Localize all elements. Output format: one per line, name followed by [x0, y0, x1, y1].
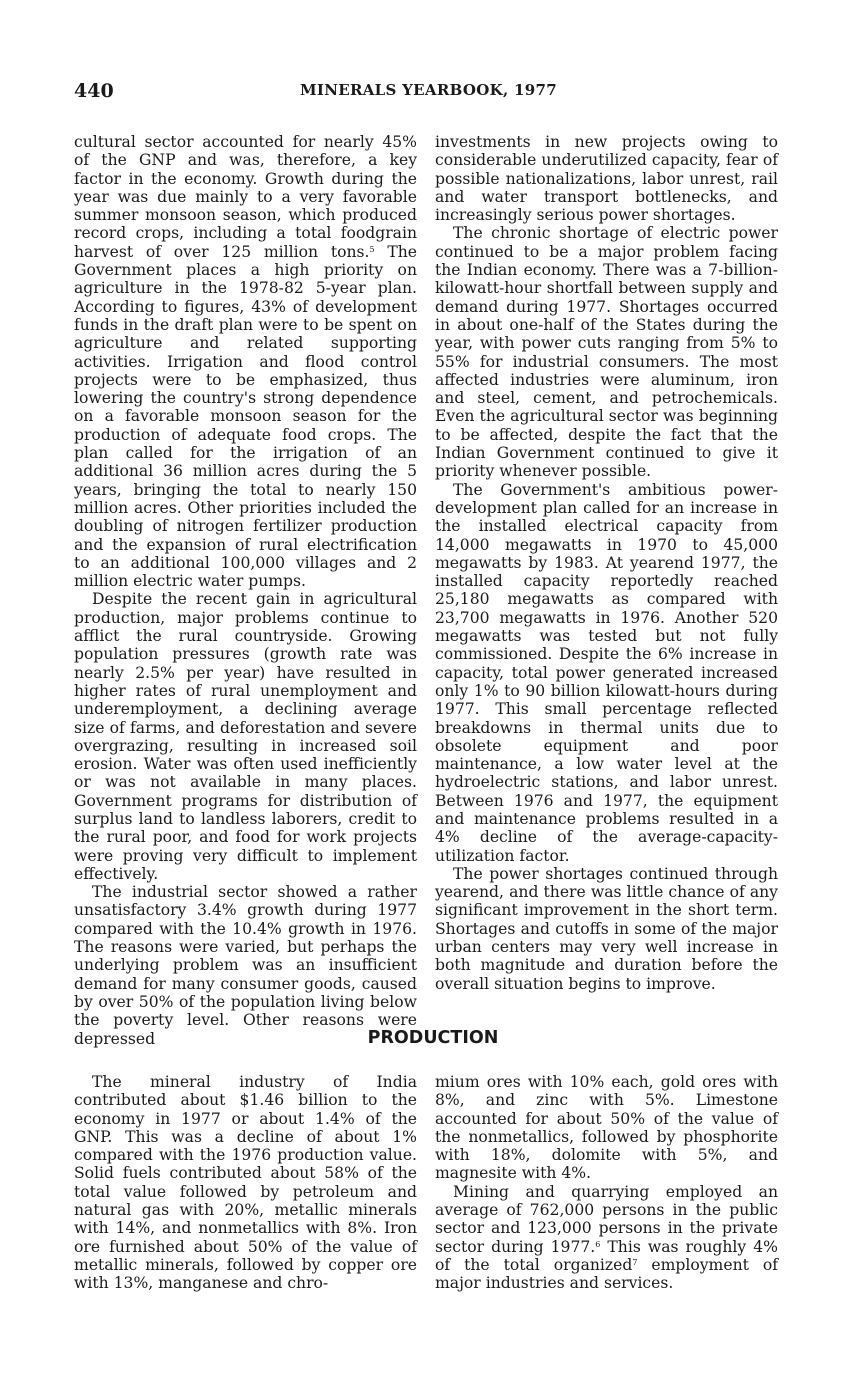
- left-column-bottom: [74, 1073, 417, 1293]
- paragraph: [74, 133, 417, 590]
- text-span: employment of major industries and services.: [435, 1255, 778, 1293]
- right-column-bottom: [435, 1073, 778, 1293]
- right-column-top: [435, 133, 778, 993]
- paragraph: The power shortages continued through yearend, and there was little chance of any significant improvement in the short term. Shortages and cutoffs in some of the major urban centers may very well increase in both magnitude and duration before the overall situation begins to improve.: [435, 864, 778, 993]
- paragraph: The industrial sector showed a rather unsatisfactory 3.4% growth during 1977 compared with the 10.4% growth in 1976. The reasons were varied, but perhaps the underlying problem was an insufficient demand for many consumer goods, caused by over 50% of the population living below the poverty level. Other reasons were depressed: [74, 883, 417, 1048]
- paragraph: The mineral industry of India contributed about $1.46 billion to the economy in 1977 or about 1.4% of the GNP. This was a decline of about 1% compared with the 1976 production value. Solid fuels contributed about 58% of the total value followed by petroleum and natural gas with 20%, metallic minerals with 14%, and nonmetallics with 8%. Iron ore furnished about 50% of the value of metallic minerals, followed by copper ore with 13%, manganese and chro-: [74, 1073, 417, 1293]
- paragraph: The chronic shortage of electric power continued to be a major problem facing the Indian economy. There was a 7-billion-kilowatt-hour shortfall between supply and demand during 1977. Shortages occurred in about one-half of the States during the year, with power cuts ranging from 5% to 55% for industrial consumers. The most affected industries were aluminum, iron and steel, cement, and petrochemicals. Even the agricultural sector was beginning to be affected, despite the fact that the Indian Government continued to give it priority whenever possible.: [435, 224, 778, 481]
- text-span: The Government places a high priority on agriculture in the 1978-82 5-year plan. According to figures, 43% of development funds in the draft plan were to be spent on agriculture and related supporting activities. Irrigation and flood control projects were to be emphasized, thus lowering the country's strong dependence on a favorable monsoon season for the production of adequate food crops. The plan called for the irrigation of an additional 36 million acres during the 5 years, bringing the total to nearly 150 million acres. Other priorities included the doubling of nitrogen fertilizer production and the expansion of rural electrification to an additional 100,000 villages and 2 million electric water pumps.: [74, 242, 417, 591]
- section-heading-production: PRODUCTION: [367, 1028, 499, 1048]
- page-number: 440: [74, 80, 114, 102]
- text-span: cultural sector accounted for nearly 45% of the GNP and was, therefore, a key factor in the economy. Growth during the year was due mainly to a very favorable summer monsoon season, which produced record crops, including a total foodgrain harvest of over 125 million tons.: [74, 133, 417, 261]
- running-head-title: MINERALS YEARBOOK, 1977: [300, 81, 557, 99]
- paragraph: mium ores with 10% each, gold ores with 8%, and zinc with 5%. Limestone accounted for about 50% of the value of the nonmetallics, followed by phosphorite with 18%, dolomite with 5%, and magnesite with 4%.: [435, 1073, 778, 1183]
- paragraph: [435, 1183, 778, 1293]
- text-span: This was roughly 4% of the total organized: [435, 1237, 778, 1274]
- paragraph: The Government's ambitious power-development plan called for an increase in the installed electrical capacity from 14,000 megawatts in 1970 to 45,000 megawatts by 1983. At yearend 1977, the installed capacity reportedly reached 25,180 megawatts as compared with 23,700 megawatts in 1976. Another 520 megawatts was tested but not fully commissioned. Despite the 6% increase in capacity, total power generated increased only 1% to 90 billion kilowatt-hours during 1977. This small percentage reflected breakdowns in thermal units due to obsolete equipment and poor maintenance, a low water level at the hydroelectric stations, and labor unrest. Between 1976 and 1977, the equipment and maintenance problems resulted in a 4% decline of the average-capacity-utilization factor.: [435, 480, 778, 865]
- footnote-ref: 6: [595, 1239, 601, 1249]
- paragraph: investments in new projects owing to considerable underutilized capacity, fear of possible nationalizations, labor unrest, rail and water transport bottlenecks, and increasingly serious power shortages.: [435, 133, 778, 225]
- left-column-top: [74, 133, 417, 1048]
- footnote-ref: 7: [632, 1257, 638, 1267]
- text-span: Mining and quarrying employed an average of 762,000 persons in the public sector and 123,000 persons in the private sector during 1977.: [435, 1182, 778, 1256]
- paragraph: Despite the recent gain in agricultural production, major problems continue to afflict the rural countryside. Growing population pressures (growth rate was nearly 2.5% per year) have resulted in higher rates of rural unemployment and underemployment, a declining average size of farms, and deforestation and severe overgrazing, resulting in increased soil erosion. Water was often used inefficiently or was not available in many places. Government programs for distribution of surplus land to landless laborers, credit to the rural poor, and food for work projects were proving very difficult to implement effectively.: [74, 590, 417, 883]
- footnote-ref: 5: [369, 244, 375, 254]
